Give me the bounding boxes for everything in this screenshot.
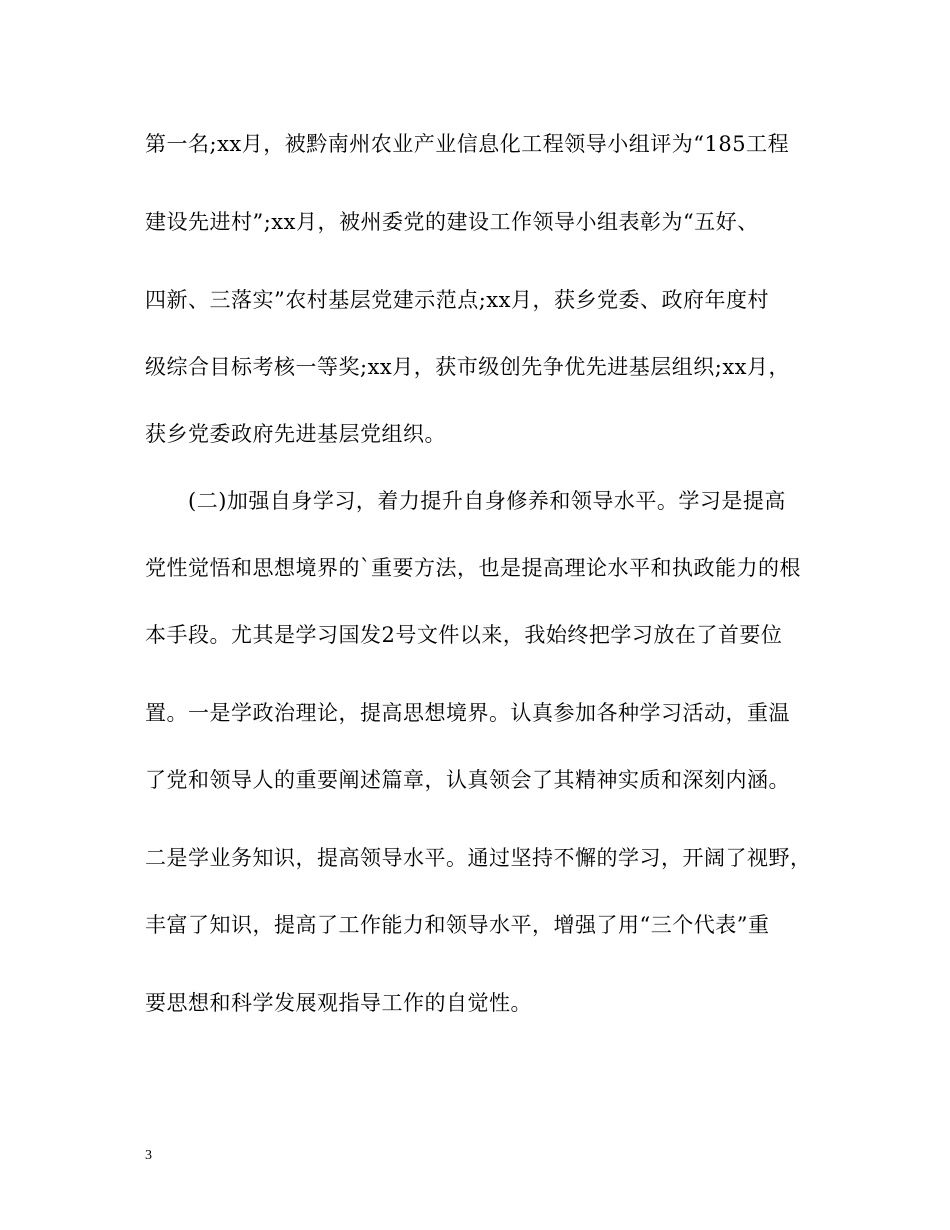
text-line: 了党和领导人的重要阐述篇章，认真领会了其精神实质和深刻内涵。 <box>145 768 790 792</box>
text-line: 要思想和科学发展观指导工作的自觉性。 <box>145 991 532 1015</box>
text-line: 建设先进村”;xx月，被州委党的建设工作领导小组表彰为“五好、 <box>145 210 759 234</box>
text-line: 本手段。尤其是学习国发2号文件以来，我始终把学习放在了首要位 <box>145 623 783 647</box>
text-line: 丰富了知识，提高了工作能力和领导水平，增强了用“三个代表”重 <box>145 913 770 937</box>
text-line: 二是学业务知识，提高领导水平。通过坚持不懈的学习，开阔了视野， <box>145 846 812 870</box>
text-line: 获乡党委政府先进基层党组织。 <box>145 422 446 446</box>
text-line: 置。一是学政治理论，提高思想境界。认真参加各种学习活动，重温 <box>145 701 790 725</box>
text-line: 级综合目标考核一等奖;xx月，获市级创先争优先进基层组织;xx月， <box>145 355 791 379</box>
text-line: 四新、三落实”农村基层党建示范点;xx月，获乡党委、政府年度村 <box>145 288 769 312</box>
paragraph-start-line: (二)加强自身学习，着力提升自身修养和领导水平。学习是提高 <box>188 489 786 513</box>
text-line: 第一名;xx月，被黔南州农业产业信息化工程领导小组评为“185工程 <box>145 132 790 156</box>
page-number: 3 <box>145 1148 152 1163</box>
text-line: 党性觉悟和思想境界的`重要方法，也是提高理论水平和执政能力的根 <box>145 556 801 580</box>
